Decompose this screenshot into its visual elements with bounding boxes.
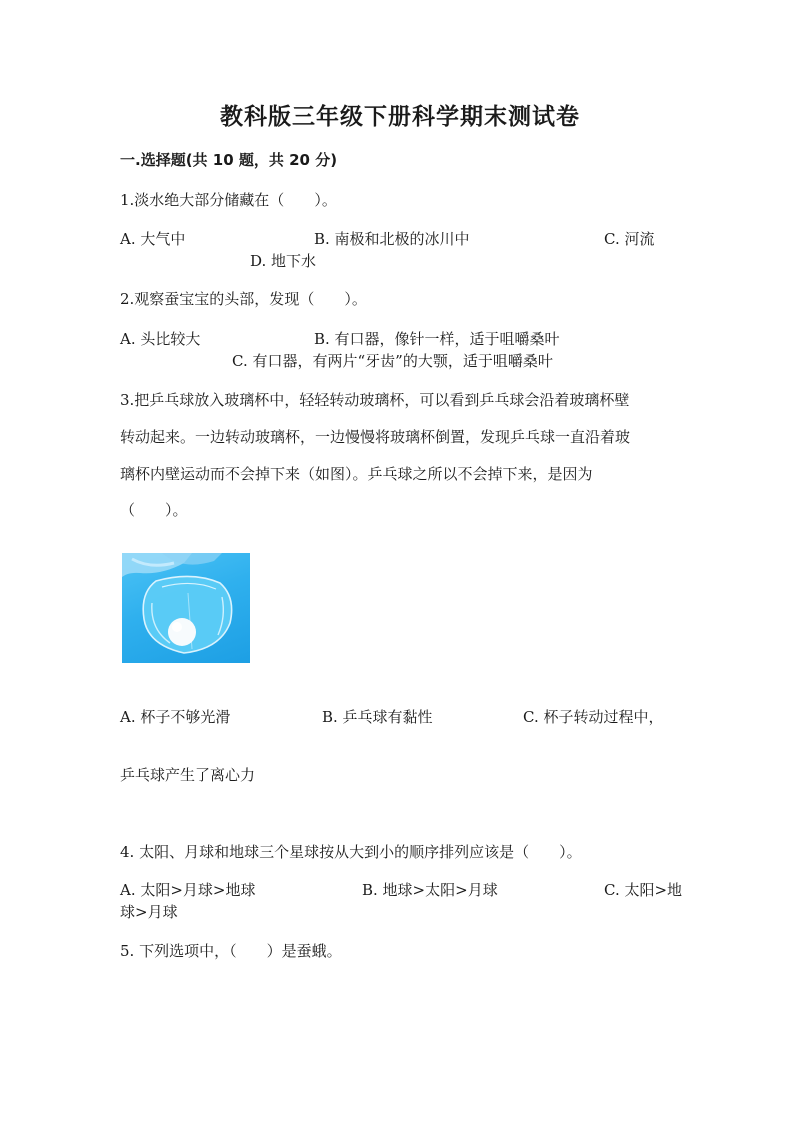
section-heading: 一.选择题(共 10 题，共 20 分) xyxy=(120,151,338,169)
question-4: 4. 太阳、月球和地球三个星球按从大到小的顺序排列应该是（ ）。 xyxy=(120,843,582,861)
question-1: 1.淡水绝大部分储藏在（ ）。 xyxy=(120,191,337,209)
question-3-line-2: 转动起来。一边转动玻璃杯，一边慢慢将玻璃杯倒置，发现乒乓球一直沿着玻 xyxy=(120,428,631,446)
q1-option-a: A. 大气中 xyxy=(120,230,186,248)
question-3-line-3: 璃杯内壁运动而不会掉下来（如图）。乒乓球之所以不会掉下来，是因为 xyxy=(120,465,593,483)
glass-ball-figure xyxy=(122,553,250,663)
q4-option-a: A. 太阳>月球>地球 xyxy=(120,881,256,899)
q4-option-c-continued: 球>月球 xyxy=(120,903,178,921)
question-2: 2.观察蚕宝宝的头部，发现（ ）。 xyxy=(120,290,367,308)
q1-option-b: B. 南极和北极的冰川中 xyxy=(314,230,470,248)
question-3-line-4: （ ）。 xyxy=(120,501,188,519)
q2-option-c: C. 有口器，有两片“牙齿”的大颚，适于咀嚼桑叶 xyxy=(232,352,553,370)
question-3-line-1: 3.把乒乓球放入玻璃杯中，轻轻转动玻璃杯，可以看到乒乓球会沿着玻璃杯壁 xyxy=(120,391,630,409)
page-title: 教科版三年级下册科学期末测试卷 xyxy=(220,104,580,130)
q3-option-c: C. 杯子转动过程中， xyxy=(523,708,664,726)
question-5: 5. 下列选项中，（ ）是蚕蛾。 xyxy=(120,942,342,960)
q2-option-a: A. 头比较大 xyxy=(120,330,201,348)
q3-option-c-continued: 乒乓球产生了离心力 xyxy=(120,766,256,784)
q3-option-a: A. 杯子不够光滑 xyxy=(120,708,231,726)
q4-option-b: B. 地球>太阳>月球 xyxy=(362,881,498,899)
inverted-glass-illustration xyxy=(122,553,250,663)
q2-option-b: B. 有口器，像针一样，适于咀嚼桑叶 xyxy=(314,330,560,348)
q4-option-c: C. 太阳>地 xyxy=(604,881,683,899)
q1-option-d: D. 地下水 xyxy=(250,252,317,270)
q1-option-c: C. 河流 xyxy=(604,230,655,248)
q3-option-b: B. 乒乓球有黏性 xyxy=(322,708,433,726)
